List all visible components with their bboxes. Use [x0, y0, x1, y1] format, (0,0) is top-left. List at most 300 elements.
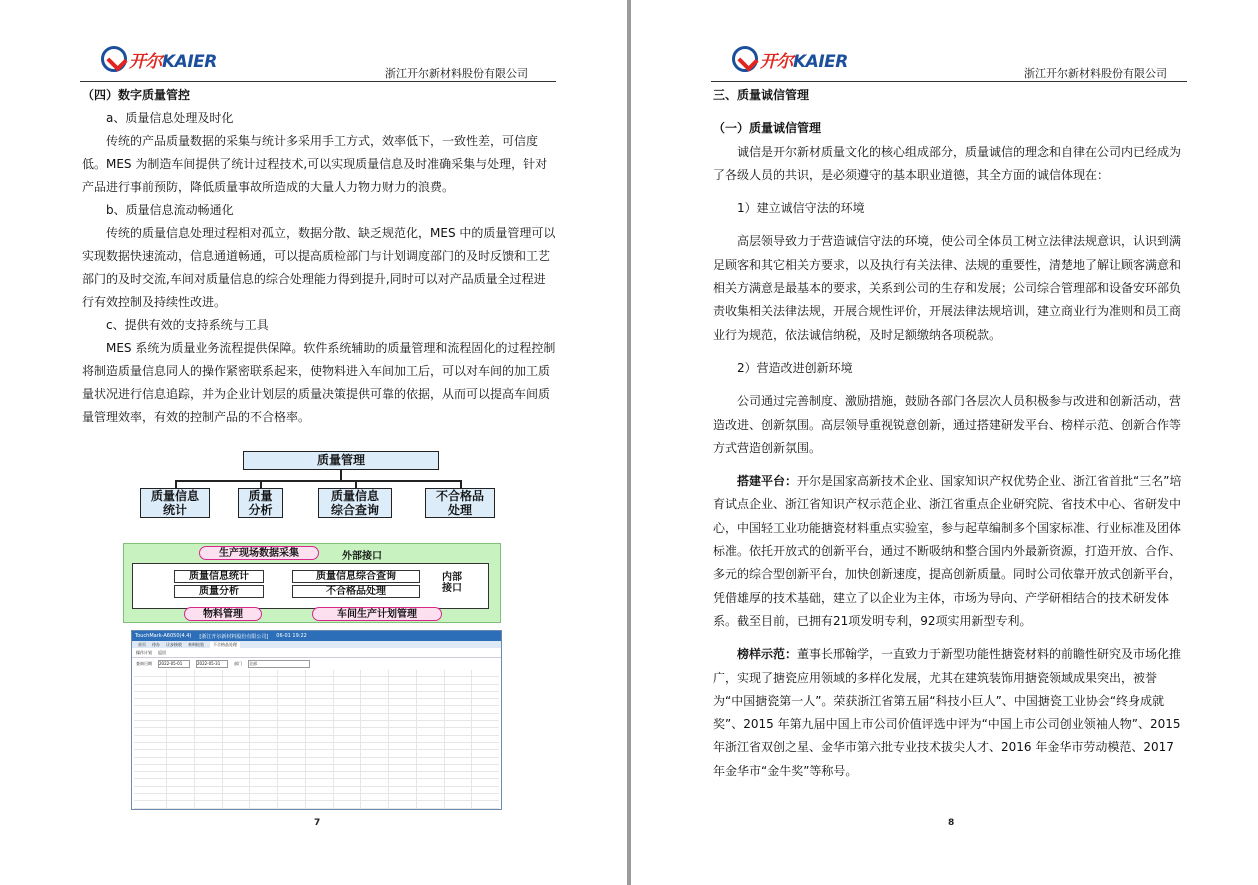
table-cell	[360, 692, 388, 698]
app-data-grid	[134, 670, 499, 810]
table-cell	[249, 772, 277, 778]
para4-body: 开尔是国家高新技术企业、国家知识产权优势企业、浙江省首批“三名”培育试点企业、浙江省知识产权示范企业、浙江省重点企业研究院、省技术中心、省研发中心，中国轻工业功能搪瓷材料重点实验室，参与起草编制多个国家标准、行业标准及团体标准。依托开放式的创新平台，通过不断吸纳和整合国内外最新资源，打造开放、合作、多元的综合型创新平台，加快创新速度，提高创新质量。同时公司依靠开放式创新平台，凭借雄厚的技术基础，建立了以企业为主体，市场为导向、产学研相结合的技术研发体系。截至目前，已拥有21项发明专利，92项实用新型专利。	[713, 474, 1182, 628]
app-toolbar-button[interactable]: 操作计划	[136, 649, 152, 655]
logo-text-en: KAIER	[162, 51, 217, 72]
app-toolbar	[132, 648, 501, 658]
table-cell	[305, 750, 333, 756]
paragraph-2: 高层领导致力于营造诚信守法的环境，使公司全体员工树立法律法规意识，认识到满足顾客和其它相关方要求，以及执行有关法律、法规的重要性，清楚地了解让顾客满意和相关方满意是最基本的要求，关系到公司的生存和发展；公司综合管理部和设备安环部负责收集相关法律法规，开展合规性评价，开展法律法规培训，建立商业行为准则和员工商业行为规范，依法诚信纳税，及时足额缴纳各项税款。	[713, 234, 1182, 342]
table-cell	[194, 794, 222, 800]
table-cell	[277, 699, 305, 705]
table-cell	[333, 758, 361, 764]
header-divider	[711, 81, 1187, 82]
table-cell	[277, 714, 305, 720]
table-cell	[333, 692, 361, 698]
right-body-text	[713, 84, 1187, 783]
table-cell	[249, 809, 277, 810]
table-cell	[333, 736, 361, 742]
table-cell	[444, 758, 472, 764]
table-cell	[194, 787, 222, 793]
table-cell	[416, 728, 444, 734]
table-cell	[305, 692, 333, 698]
table-cell	[140, 779, 166, 785]
table-cell	[471, 714, 499, 720]
table-cell	[444, 677, 472, 683]
filter-date-from[interactable]: 2022-05-01	[158, 660, 190, 668]
table-row	[134, 765, 499, 772]
table-cell	[388, 699, 416, 705]
logo-text-cn: 开尔	[129, 51, 162, 72]
table-cell	[166, 728, 194, 734]
app-title-bar	[132, 631, 501, 641]
table-cell	[194, 743, 222, 749]
table-row	[134, 779, 499, 786]
table-cell	[249, 801, 277, 807]
table-cell	[194, 758, 222, 764]
table-cell	[416, 736, 444, 742]
table-cell	[444, 801, 472, 807]
table-cell	[333, 728, 361, 734]
table-cell	[249, 699, 277, 705]
table-row	[134, 758, 499, 765]
table-cell	[194, 670, 222, 676]
table-cell	[166, 779, 194, 785]
table-cell	[416, 809, 444, 810]
table-cell	[222, 736, 250, 742]
table-cell	[140, 801, 166, 807]
table-cell	[166, 809, 194, 810]
table-cell	[249, 677, 277, 683]
company-logo	[101, 46, 217, 72]
table-cell	[360, 772, 388, 778]
table-cell	[416, 779, 444, 785]
table-cell	[444, 772, 472, 778]
para5-body: 董事长邢翰学，一直致力于新型功能性搪瓷材料的前瞻性研究及市场化推广，实现了搪瓷应用领域的多样化发展，尤其在建筑装饰用搪瓷领域成果突出，被誉为“中国搪瓷第一人”。荣获浙江省第五届“科技小巨人”、中国搪瓷工业协会“终身成就奖”、2015 年第九届中国上市公司价值评选中评为“中国上市公司创业领袖人物”、2015 年浙江省双创之星、金华市第六批专业技术拔尖人才、2016 年金华市劳动模范、2017 年金华市“金牛奖”等称号。	[713, 647, 1182, 778]
table-cell	[222, 809, 250, 810]
table-cell	[166, 685, 194, 691]
table-cell	[277, 787, 305, 793]
table-cell	[249, 765, 277, 771]
table-row	[134, 670, 499, 677]
table-cell	[471, 728, 499, 734]
table-cell	[471, 801, 499, 807]
app-title: TouchMark-A6050(4.4)	[135, 633, 192, 639]
table-cell	[416, 765, 444, 771]
table-cell	[222, 699, 250, 705]
page-number: 7	[314, 818, 321, 828]
table-cell	[194, 801, 222, 807]
table-cell	[249, 692, 277, 698]
table-cell	[166, 736, 194, 742]
table-cell	[277, 779, 305, 785]
table-cell	[360, 801, 388, 807]
point-2: 2）营造改进创新环境	[737, 360, 853, 375]
table-row	[134, 692, 499, 699]
table-cell	[333, 794, 361, 800]
table-cell	[222, 765, 250, 771]
table-cell	[140, 765, 166, 771]
table-cell	[222, 801, 250, 807]
nonconforming-box: 不合格品处理	[292, 585, 420, 598]
external-interface-label: 外部接口	[342, 551, 382, 562]
table-cell	[471, 721, 499, 727]
left-body-text	[82, 84, 556, 429]
table-cell	[388, 809, 416, 810]
table-row	[134, 809, 499, 810]
table-cell	[388, 750, 416, 756]
table-cell	[471, 743, 499, 749]
table-cell	[277, 758, 305, 764]
table-cell	[305, 706, 333, 712]
table-cell	[140, 736, 166, 742]
table-cell	[416, 714, 444, 720]
table-cell	[360, 809, 388, 810]
table-cell	[166, 714, 194, 720]
table-cell	[140, 670, 166, 676]
header-company-name: 浙江开尔新材料股份有限公司	[1024, 67, 1167, 80]
app-tab[interactable]: 让步接收	[166, 641, 182, 647]
table-cell	[471, 779, 499, 785]
table-cell	[360, 728, 388, 734]
table-cell	[360, 714, 388, 720]
table-cell	[249, 736, 277, 742]
table-cell	[416, 706, 444, 712]
table-cell	[194, 779, 222, 785]
mes-app-screenshot	[131, 630, 502, 810]
table-cell	[194, 706, 222, 712]
table-cell	[249, 670, 277, 676]
table-cell	[333, 750, 361, 756]
table-cell	[416, 794, 444, 800]
table-row	[134, 772, 499, 779]
table-cell	[249, 721, 277, 727]
table-cell	[166, 677, 194, 683]
table-cell	[249, 728, 277, 734]
table-cell	[194, 685, 222, 691]
table-cell	[444, 736, 472, 742]
table-cell	[277, 743, 305, 749]
table-row	[134, 699, 499, 706]
table-cell	[222, 721, 250, 727]
table-cell	[249, 758, 277, 764]
table-cell	[140, 772, 166, 778]
table-cell	[277, 692, 305, 698]
paragraph-a: 传统的产品质量数据的采集与统计多采用手工方式，效率低下，一致性差，可信度低。MES 为制造车间提供了统计过程技术,可以实现质量信息及时准确采集与处理，针对产品进行事前预防，降低质量事故所造成的大量人力物力财力的浪费。	[82, 134, 548, 194]
table-cell	[166, 787, 194, 793]
table-cell	[140, 743, 166, 749]
header-company-name: 浙江开尔新材料股份有限公司	[385, 67, 528, 80]
table-row	[134, 728, 499, 735]
table-cell	[277, 685, 305, 691]
table-cell	[333, 670, 361, 676]
table-cell	[305, 801, 333, 807]
diagram-connector	[175, 480, 460, 482]
app-tab[interactable]: 不合格品处理	[210, 642, 240, 648]
interface-diagram	[123, 543, 501, 623]
table-cell	[444, 743, 472, 749]
paragraph-c: MES 系统为质量业务流程提供保障。软件系统辅助的质量管理和流程固化的过程控制将制造质量信息同人的操作紧密联系起来，使物料进入车间加工后，可以对车间的加工质量状况进行信息追踪，并为企业计划层的质量决策提供可靠的依据，从而可以提高车间质量管理效率，有效的控制产品的不合格率。	[82, 341, 556, 424]
table-row	[134, 787, 499, 794]
table-cell	[333, 779, 361, 785]
table-cell	[388, 801, 416, 807]
table-cell	[444, 765, 472, 771]
section-title: （四）数字质量管控	[82, 88, 191, 102]
diagram-connector	[460, 480, 462, 488]
app-filter-bar	[132, 658, 501, 669]
table-cell	[416, 743, 444, 749]
table-cell	[194, 736, 222, 742]
table-row	[134, 736, 499, 743]
table-cell	[388, 736, 416, 742]
table-cell	[388, 706, 416, 712]
app-company: [浙江开尔新材料股份有限公司]	[199, 633, 269, 640]
table-cell	[249, 685, 277, 691]
table-cell	[471, 699, 499, 705]
table-cell	[388, 714, 416, 720]
table-cell	[388, 721, 416, 727]
app-tab[interactable]: 待办	[152, 641, 160, 647]
table-cell	[360, 685, 388, 691]
table-cell	[360, 779, 388, 785]
table-cell	[388, 779, 416, 785]
table-cell	[416, 758, 444, 764]
table-row	[134, 677, 499, 684]
table-cell	[388, 765, 416, 771]
table-cell	[194, 714, 222, 720]
table-row	[134, 706, 499, 713]
table-cell	[360, 750, 388, 756]
table-cell	[222, 706, 250, 712]
table-cell	[388, 787, 416, 793]
app-tab[interactable]: 首页	[138, 641, 146, 647]
table-cell	[249, 779, 277, 785]
table-cell	[249, 743, 277, 749]
table-cell	[360, 670, 388, 676]
table-cell	[388, 743, 416, 749]
table-cell	[305, 677, 333, 683]
table-cell	[277, 736, 305, 742]
stat-box: 质量信息统计	[174, 570, 264, 583]
table-cell	[140, 714, 166, 720]
table-cell	[416, 787, 444, 793]
table-cell	[140, 787, 166, 793]
subheading-c: c、提供有效的支持系统与工具	[106, 318, 269, 332]
table-cell	[444, 750, 472, 756]
company-logo	[732, 46, 848, 72]
table-cell	[471, 765, 499, 771]
left-page	[0, 0, 627, 885]
table-cell	[471, 787, 499, 793]
table-cell	[444, 685, 472, 691]
table-cell	[194, 728, 222, 734]
table-cell	[360, 787, 388, 793]
table-cell	[222, 750, 250, 756]
subheading-a: a、质量信息处理及时化	[106, 111, 234, 125]
logo-text-en: KAIER	[793, 51, 848, 72]
app-tab[interactable]: 来料检验	[188, 641, 204, 647]
table-cell	[333, 699, 361, 705]
table-row	[134, 685, 499, 692]
table-cell	[305, 787, 333, 793]
diagram-connector	[340, 470, 342, 480]
filter-date-to[interactable]: 2022-05-31	[196, 660, 228, 668]
table-cell	[305, 809, 333, 810]
production-plan-oval: 车间生产计划管理	[312, 607, 442, 621]
table-cell	[194, 721, 222, 727]
table-cell	[333, 772, 361, 778]
table-cell	[194, 809, 222, 810]
table-cell	[194, 765, 222, 771]
table-cell	[388, 794, 416, 800]
table-cell	[416, 721, 444, 727]
table-cell	[222, 743, 250, 749]
table-cell	[140, 728, 166, 734]
table-cell	[416, 699, 444, 705]
subheading-b: b、质量信息流动畅通化	[106, 203, 234, 217]
table-cell	[166, 721, 194, 727]
table-cell	[360, 677, 388, 683]
table-cell	[388, 677, 416, 683]
table-cell	[222, 758, 250, 764]
table-cell	[277, 670, 305, 676]
table-cell	[333, 809, 361, 810]
paragraph-3: 公司通过完善制度、激励措施，鼓励各部门各层次人员积极参与改进和创新活动，营造改进、创新氛围。高层领导重视锐意创新，通过搭建研发平台、榜样示范、创新合作等方式营造创新氛围。	[713, 394, 1182, 455]
table-cell	[360, 794, 388, 800]
table-cell	[305, 699, 333, 705]
table-cell	[194, 750, 222, 756]
table-cell	[166, 794, 194, 800]
table-cell	[277, 728, 305, 734]
app-tabs	[132, 641, 501, 648]
table-cell	[444, 692, 472, 698]
table-cell	[416, 685, 444, 691]
table-cell	[140, 794, 166, 800]
table-cell	[444, 809, 472, 810]
table-cell	[416, 772, 444, 778]
kaier-logo-icon	[101, 46, 127, 72]
table-cell	[444, 714, 472, 720]
table-cell	[222, 772, 250, 778]
table-cell	[333, 787, 361, 793]
diagram-connector	[175, 480, 177, 488]
table-cell	[249, 706, 277, 712]
table-cell	[222, 714, 250, 720]
table-cell	[333, 765, 361, 771]
table-cell	[140, 677, 166, 683]
table-row	[134, 714, 499, 721]
table-cell	[166, 765, 194, 771]
table-cell	[222, 787, 250, 793]
table-row	[134, 794, 499, 801]
table-cell	[140, 758, 166, 764]
table-cell	[305, 765, 333, 771]
table-cell	[471, 736, 499, 742]
table-cell	[305, 794, 333, 800]
diagram-child-box: 质量信息 综合查询	[318, 488, 392, 518]
table-cell	[388, 758, 416, 764]
table-cell	[166, 772, 194, 778]
app-date: 06-01 19:22	[276, 633, 307, 639]
table-cell	[360, 743, 388, 749]
table-cell	[333, 721, 361, 727]
table-cell	[388, 692, 416, 698]
table-cell	[388, 772, 416, 778]
header-divider	[80, 81, 556, 82]
table-cell	[333, 743, 361, 749]
table-cell	[305, 714, 333, 720]
table-cell	[222, 779, 250, 785]
table-cell	[249, 714, 277, 720]
table-cell	[194, 772, 222, 778]
diagram-child-box: 质量信息 统计	[140, 488, 210, 518]
paragraph-5	[713, 643, 1187, 783]
table-cell	[305, 721, 333, 727]
table-cell	[140, 721, 166, 727]
subsection-title: （一）质量诚信管理	[713, 121, 822, 136]
table-cell	[222, 670, 250, 676]
table-cell	[140, 699, 166, 705]
table-cell	[277, 801, 305, 807]
table-cell	[194, 677, 222, 683]
table-cell	[444, 787, 472, 793]
table-cell	[333, 706, 361, 712]
table-cell	[444, 794, 472, 800]
table-cell	[166, 750, 194, 756]
table-cell	[140, 692, 166, 698]
table-cell	[360, 758, 388, 764]
filter-date-label: 查询日期	[136, 660, 152, 666]
table-cell	[305, 728, 333, 734]
table-cell	[140, 685, 166, 691]
diagram-connector	[355, 480, 357, 488]
point-1: 1）建立诚信守法的环境	[737, 201, 865, 216]
table-cell	[333, 801, 361, 807]
table-cell	[305, 758, 333, 764]
app-toolbar-button[interactable]: 返回	[158, 649, 166, 655]
table-cell	[471, 772, 499, 778]
table-cell	[333, 685, 361, 691]
table-cell	[222, 728, 250, 734]
table-cell	[444, 706, 472, 712]
table-cell	[249, 794, 277, 800]
material-management-oval: 物料管理	[184, 607, 262, 621]
table-cell	[166, 706, 194, 712]
table-cell	[277, 794, 305, 800]
table-cell	[305, 779, 333, 785]
paragraph-4	[713, 470, 1187, 633]
table-cell	[416, 750, 444, 756]
table-cell	[277, 809, 305, 810]
table-cell	[194, 699, 222, 705]
table-cell	[222, 685, 250, 691]
table-cell	[444, 670, 472, 676]
table-cell	[416, 677, 444, 683]
table-cell	[471, 692, 499, 698]
table-cell	[166, 801, 194, 807]
paragraph-1: 诚信是开尔新材质量文化的核心组成部分，质量诚信的理念和自律在公司内已经成为了各级人员的共识，是必须遵守的基本职业道德，其全方面的诚信体现在：	[713, 144, 1182, 182]
table-cell	[140, 750, 166, 756]
table-cell	[222, 677, 250, 683]
kaier-logo-icon	[732, 46, 758, 72]
table-cell	[333, 714, 361, 720]
table-cell	[471, 809, 499, 810]
table-cell	[222, 692, 250, 698]
table-cell	[471, 750, 499, 756]
table-cell	[277, 765, 305, 771]
table-cell	[416, 670, 444, 676]
filter-dept-select[interactable]: 全部	[248, 660, 310, 668]
table-cell	[471, 677, 499, 683]
table-cell	[277, 750, 305, 756]
